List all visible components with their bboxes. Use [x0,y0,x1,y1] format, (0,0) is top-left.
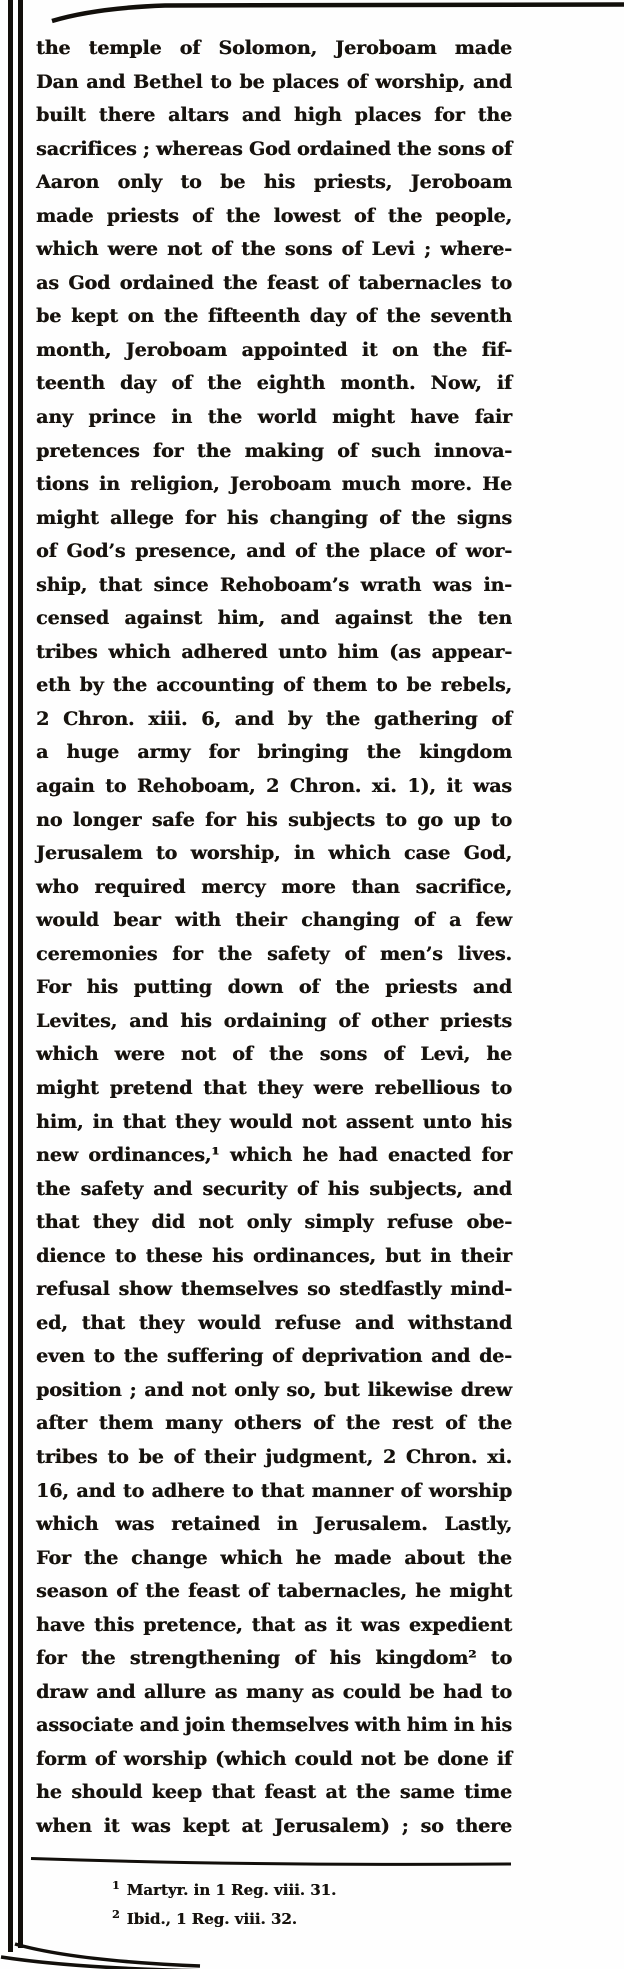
text-line: For the change which he made about the [36,1546,512,1569]
text-line: be kept on the fifteenth day of the seventh [36,305,512,328]
text-line: eth by the accounting of them to be rebels, [36,674,512,697]
text-line: 2 Chron. xiii. 6, and by the gathering of [36,707,512,730]
text-line: associate and join themselves with him in his [36,1714,512,1737]
text-line: of God’s presence, and of the place of wor- [36,540,512,563]
body-text [36,32,512,1844]
text-line: teenth day of the eighth month. Now, if [36,372,512,395]
text-line: after them many others of the rest of the [36,1412,512,1435]
text-line: would bear with their changing of a few [36,909,512,932]
left-binding-rule-outer [8,0,13,1952]
text-line: Aaron only to be his priests, Jeroboam [36,171,512,194]
text-line: the temple of Solomon, Jeroboam made [36,37,512,59]
text-line: form of worship (which could not be done if [36,1747,512,1770]
text-line: month, Jeroboam appointed it on the fif- [36,338,512,361]
left-binding-rule-inner [18,0,23,1948]
footnotes [112,1876,336,1934]
text-line: as God ordained the feast of tabernacles to [36,271,512,294]
text-line: Dan and Bethel to be places of worship, and [36,70,512,93]
footnote-text: Ibid., 1 Reg. viii. 32. [126,1910,297,1928]
text-line: dience to these his ordinances, but in their [36,1244,512,1267]
text-line: even to the suffering of deprivation and de- [36,1345,512,1368]
text-line: season of the feast of tabernacles, he might [36,1580,512,1603]
text-line: might allege for his changing of the signs [36,506,512,529]
footnote-marker: 1 [112,1879,120,1892]
text-line: sacrifices ; whereas God ordained the sons of [36,137,512,160]
footnote-text: Martyr. in 1 Reg. viii. 31. [126,1881,337,1899]
text-line: have this pretence, that as it was expedient [36,1613,512,1636]
text-line: that they did not only simply refuse obe- [36,1211,512,1234]
top-page-edge-line [52,5,624,22]
footnote-divider-line [31,1859,511,1865]
text-line: which were not of the sons of Levi, he [36,1043,512,1066]
text-line: position ; and not only so, but likewise drew [36,1378,512,1401]
text-line: ship, that since Rehoboam’s wrath was in- [36,573,512,596]
bottom-page-edge-line-1 [15,1944,200,1966]
text-line: no longer safe for his subjects to go up to [36,808,512,831]
text-line: tribes to be of their judgment, 2 Chron. xi. [36,1445,512,1468]
footnote-marker: 2 [112,1908,120,1921]
text-line: for the strengthening of his kingdom² to [36,1647,512,1670]
text-line: which were not of the sons of Levi ; where- [36,238,512,261]
text-line: refusal show themselves so stedfastly mind- [36,1278,512,1301]
text-line: Jerusalem to worship, in which case God, [36,842,512,865]
text-line: might pretend that they were rebellious to [36,1076,512,1099]
text-line: when it was kept at Jerusalem) ; so there [36,1814,512,1837]
text-line: Levites, and his ordaining of other priests [36,1009,512,1032]
bottom-page-edge-line-2 [1,1957,215,1969]
text-line: made priests of the lowest of the people, [36,204,512,227]
text-line: a huge army for bringing the kingdom [36,741,512,764]
text-line: censed against him, and against the ten [36,607,512,630]
text-line: he should keep that feast at the same time [36,1781,512,1804]
text-line: tions in religion, Jeroboam much more. He [36,473,512,496]
text-line: pretences for the making of such innova- [36,439,512,462]
text-line: new ordinances,¹ which he had enacted for [36,1144,512,1167]
text-line: built there altars and high places for the [36,104,512,127]
text-line: the safety and security of his subjects, and [36,1177,512,1200]
text-line: who required mercy more than sacrifice, [36,875,512,898]
text-line: draw and allure as many as could be had to [36,1680,512,1703]
text-line: him, in that they would not assent unto his [36,1110,512,1133]
footnote-item [112,1876,336,1905]
text-line: which was retained in Jerusalem. Lastly, [36,1513,512,1536]
text-line: For his putting down of the priests and [36,976,512,999]
text-line: any prince in the world might have fair [36,406,512,429]
footnote-item [112,1905,336,1934]
text-line: ceremonies for the safety of men’s lives. [36,942,512,965]
text-line: again to Rehoboam, 2 Chron. xi. 1), it was [36,775,512,798]
text-line: 16, and to adhere to that manner of worship [36,1479,512,1502]
text-line: ed, that they would refuse and withstand [36,1311,512,1334]
text-line: tribes which adhered unto him (as appear- [36,640,512,663]
